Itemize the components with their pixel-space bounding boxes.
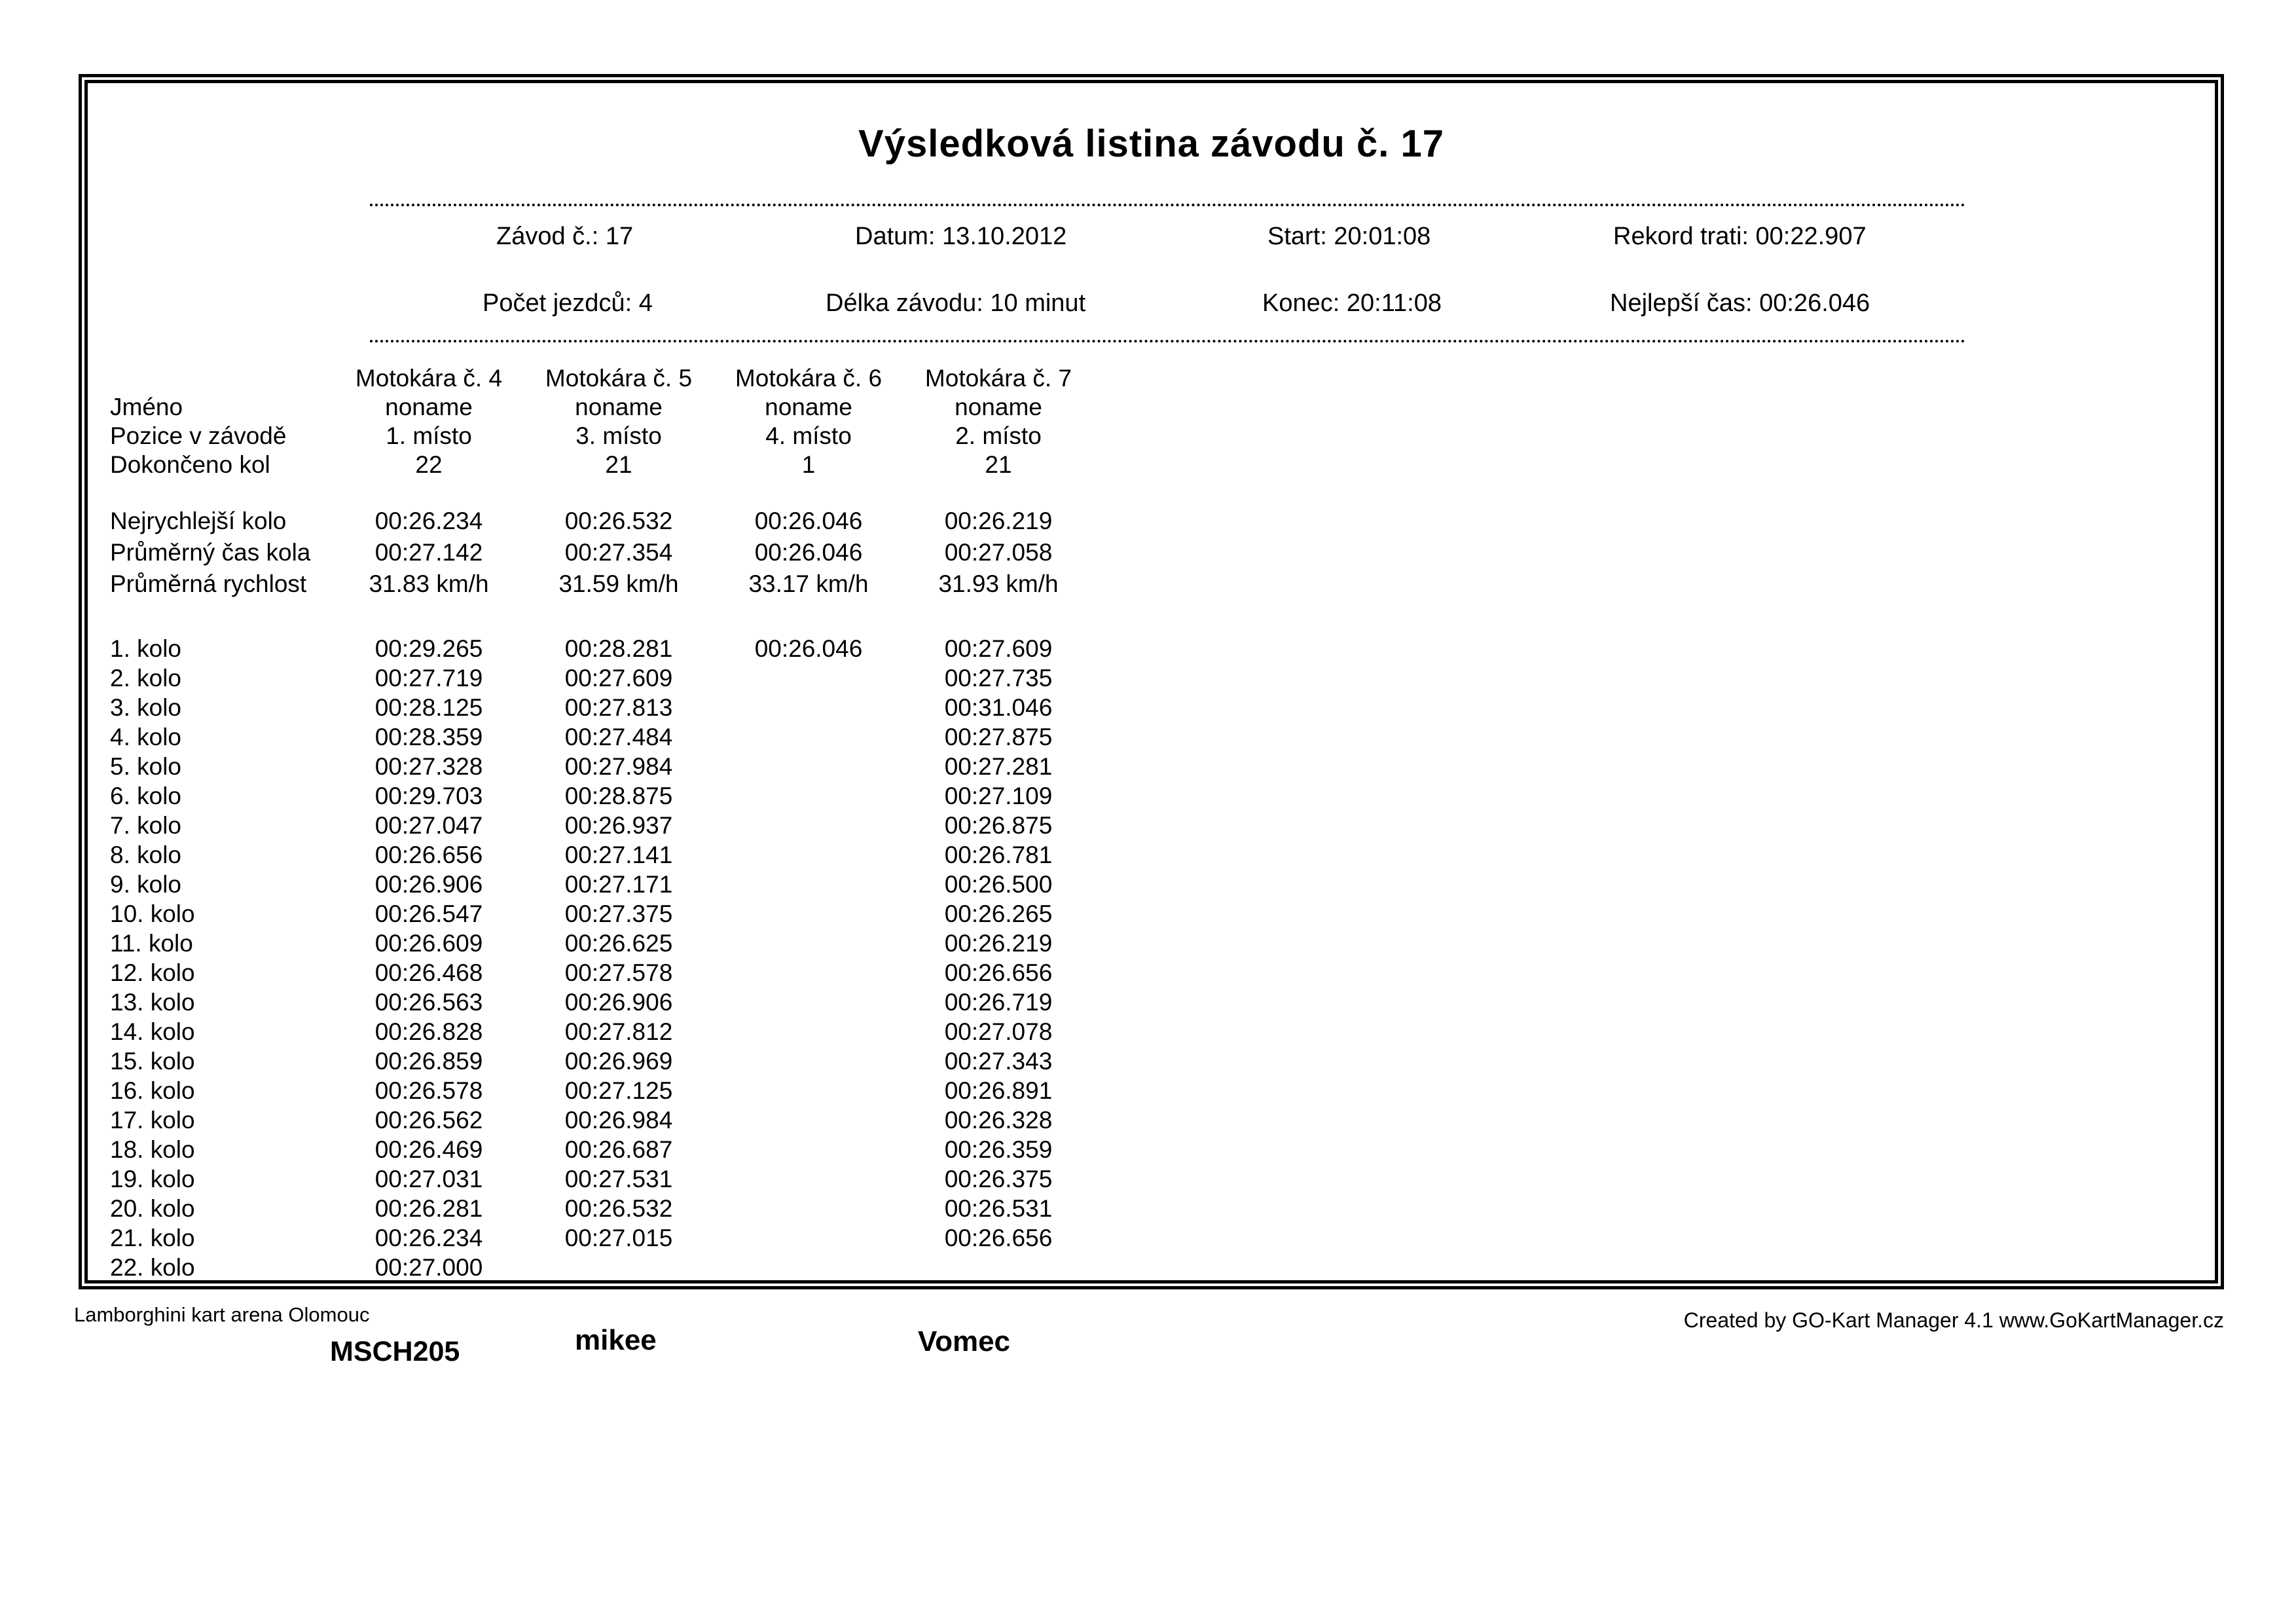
lap-row xyxy=(110,1253,1093,1282)
row-label: Průměrný čas kola xyxy=(110,539,311,566)
lap-row xyxy=(110,1017,1093,1046)
race-position-row xyxy=(110,422,1093,451)
best-time xyxy=(1610,289,1870,318)
row-label: Jméno xyxy=(110,394,183,420)
lap-row xyxy=(110,752,1093,781)
lap-label: 21. kolo xyxy=(110,1224,195,1251)
lap-time-cell: 00:26.828 xyxy=(374,1018,483,1045)
lap-time-cell: 00:27.125 xyxy=(564,1077,673,1104)
lap-label: 12. kolo xyxy=(110,959,195,986)
lap-row xyxy=(110,899,1093,929)
row-label: Pozice v závodě xyxy=(110,422,287,449)
lap-time-cell: 00:26.656 xyxy=(944,959,1053,986)
lap-row xyxy=(110,1076,1093,1105)
race-end-time xyxy=(1262,289,1442,318)
lap-label: 18. kolo xyxy=(110,1135,195,1163)
race-number xyxy=(496,223,633,251)
lap-row xyxy=(110,1046,1093,1076)
lap-time-cell: 00:26.656 xyxy=(374,841,483,868)
average-speed: 31.59 km/h xyxy=(558,570,679,597)
results-table xyxy=(110,364,1093,1282)
lap-time-cell: 00:27.609 xyxy=(564,664,673,692)
lap-label: 4. kolo xyxy=(110,723,182,750)
lap-row xyxy=(110,958,1093,987)
lap-label: 7. kolo xyxy=(110,811,182,839)
lap-time-cell: 00:26.265 xyxy=(944,900,1053,927)
lap-time-cell: 00:27.171 xyxy=(564,870,673,898)
lap-time-cell: 00:27.735 xyxy=(944,664,1053,692)
average-lap-time: 00:26.046 xyxy=(754,539,863,566)
lap-row xyxy=(110,634,1093,663)
lap-row xyxy=(110,840,1093,870)
lap-time-cell: 00:26.891 xyxy=(944,1077,1053,1104)
row-label: Dokončeno kol xyxy=(110,451,270,478)
kart-header-row xyxy=(110,364,1093,393)
race-duration-label: Délka závodu: xyxy=(826,289,983,317)
driver-count-value: 4 xyxy=(638,289,653,317)
lap-row xyxy=(110,663,1093,693)
lap-label: 17. kolo xyxy=(110,1106,195,1134)
kart-column-header: Motokára č. 6 xyxy=(735,365,883,392)
lap-label: 13. kolo xyxy=(110,988,195,1016)
lap-label: 15. kolo xyxy=(110,1047,195,1075)
laps-completed: 21 xyxy=(985,451,1012,478)
lap-time-cell: 00:26.359 xyxy=(944,1135,1053,1163)
average-lap-time-row xyxy=(110,537,1093,568)
lap-time-cell: 00:26.219 xyxy=(944,929,1053,957)
lap-label: 2. kolo xyxy=(110,664,182,692)
lap-label: 11. kolo xyxy=(110,929,193,957)
lap-time-cell: 00:27.078 xyxy=(944,1018,1053,1045)
lap-row xyxy=(110,722,1093,752)
lap-time-cell: 00:27.719 xyxy=(374,664,483,692)
lap-time-cell: 00:27.281 xyxy=(944,752,1053,780)
race-date-label: Datum: xyxy=(855,223,936,250)
laps-completed-row xyxy=(110,451,1093,479)
race-number-label: Závod č.: xyxy=(496,223,599,250)
lap-time-cell: 00:26.859 xyxy=(374,1047,483,1075)
best-time-value: 00:26.046 xyxy=(1759,289,1870,317)
dotted-separator-top xyxy=(370,204,1966,206)
laps-completed: 22 xyxy=(415,451,443,478)
lap-time-cell: 00:26.563 xyxy=(374,988,483,1016)
lap-row xyxy=(110,987,1093,1017)
average-speed: 31.93 km/h xyxy=(938,570,1059,597)
lap-time-cell: 00:27.484 xyxy=(564,723,673,750)
race-date xyxy=(855,223,1066,251)
driver-name: noname xyxy=(385,394,473,420)
lap-time-cell: 00:26.281 xyxy=(374,1194,483,1222)
lap-row xyxy=(110,693,1093,722)
row-label: Průměrná rychlost xyxy=(110,570,307,597)
lap-time-cell: 00:26.469 xyxy=(374,1135,483,1163)
fastest-lap-row xyxy=(110,506,1093,537)
lap-row xyxy=(110,870,1093,899)
kart-column-header: Motokára č. 7 xyxy=(924,365,1072,392)
lap-time-cell: 00:26.906 xyxy=(374,870,483,898)
lap-label: 10. kolo xyxy=(110,900,195,927)
race-start-label: Start: xyxy=(1267,223,1327,250)
lap-time-cell: 00:26.375 xyxy=(944,1165,1053,1192)
race-position: 4. místo xyxy=(765,422,852,449)
fastest-lap-time: 00:26.234 xyxy=(374,507,483,534)
created-by-note: Created by GO-Kart Manager 4.1 www.GoKartManager.cz xyxy=(1683,1308,2224,1332)
average-speed: 33.17 km/h xyxy=(748,570,869,597)
race-position: 2. místo xyxy=(955,422,1042,449)
lap-label: 3. kolo xyxy=(110,693,182,721)
lap-time-cell: 00:29.265 xyxy=(374,635,483,662)
lap-time-cell: 00:27.141 xyxy=(564,841,673,868)
race-position: 1. místo xyxy=(386,422,472,449)
row-label: Nejrychlejší kolo xyxy=(110,507,287,534)
lap-row xyxy=(110,1105,1093,1135)
dotted-separator-bottom xyxy=(370,340,1966,342)
lap-time-cell: 00:26.969 xyxy=(564,1047,673,1075)
lap-time-cell: 00:28.359 xyxy=(374,723,483,750)
lap-time-cell: 00:26.531 xyxy=(944,1194,1053,1222)
lap-time-cell: 00:27.343 xyxy=(944,1047,1053,1075)
race-duration-value: 10 minut xyxy=(990,289,1086,317)
lap-rows xyxy=(110,634,1093,1282)
lap-time-cell: 00:29.703 xyxy=(374,782,483,809)
lap-label: 16. kolo xyxy=(110,1077,195,1104)
track-record xyxy=(1613,223,1867,251)
lap-time-cell: 00:26.547 xyxy=(374,900,483,927)
race-start-value: 20:01:08 xyxy=(1334,223,1431,250)
lap-time-cell: 00:26.719 xyxy=(944,988,1053,1016)
lap-row xyxy=(110,1164,1093,1194)
lap-time-cell: 00:26.234 xyxy=(374,1224,483,1251)
lap-time-cell: 00:27.578 xyxy=(564,959,673,986)
driver-signature: MSCH205 xyxy=(330,1336,460,1367)
page-title: Výsledková listina závodu č. 17 xyxy=(858,122,1444,165)
average-speed: 31.83 km/h xyxy=(369,570,489,597)
average-speed-row xyxy=(110,568,1093,600)
lap-time-cell: 00:27.609 xyxy=(944,635,1053,662)
lap-time-cell: 00:27.812 xyxy=(564,1018,673,1045)
average-lap-time: 00:27.354 xyxy=(564,539,673,566)
lap-time-cell: 00:27.375 xyxy=(564,900,673,927)
average-lap-time: 00:27.142 xyxy=(374,539,483,566)
lap-label: 6. kolo xyxy=(110,782,182,809)
lap-time-cell: 00:27.031 xyxy=(374,1165,483,1192)
laps-completed: 21 xyxy=(605,451,632,478)
lap-time-cell: 00:27.015 xyxy=(564,1224,673,1251)
lap-label: 22. kolo xyxy=(110,1253,195,1281)
lap-time-cell: 00:26.906 xyxy=(564,988,673,1016)
lap-row xyxy=(110,811,1093,840)
driver-name-row xyxy=(110,393,1093,422)
lap-time-cell: 00:27.328 xyxy=(374,752,483,780)
lap-time-cell: 00:26.562 xyxy=(374,1106,483,1134)
lap-row xyxy=(110,781,1093,811)
race-position: 3. místo xyxy=(575,422,662,449)
lap-time-cell: 00:26.937 xyxy=(564,811,673,839)
lap-time-cell: 00:26.656 xyxy=(944,1224,1053,1251)
lap-time-cell: 00:26.625 xyxy=(564,929,673,957)
venue-name: Lamborghini kart arena Olomouc xyxy=(74,1303,370,1326)
lap-time-cell: 00:27.047 xyxy=(374,811,483,839)
driver-count-label: Počet jezdců: xyxy=(483,289,632,317)
race-duration xyxy=(826,289,1085,318)
driver-name: noname xyxy=(765,394,852,420)
lap-time-cell: 00:26.532 xyxy=(564,1194,673,1222)
lap-time-cell: 00:27.984 xyxy=(564,752,673,780)
race-start-time xyxy=(1267,223,1430,251)
lap-time-cell: 00:28.125 xyxy=(374,693,483,721)
lap-time-cell: 00:26.875 xyxy=(944,811,1053,839)
lap-time-cell: 00:26.781 xyxy=(944,841,1053,868)
lap-time-cell: 00:28.281 xyxy=(564,635,673,662)
lap-label: 8. kolo xyxy=(110,841,182,868)
fastest-lap-time: 00:26.219 xyxy=(944,507,1053,534)
lap-time-cell: 00:26.328 xyxy=(944,1106,1053,1134)
lap-time-cell: 00:26.609 xyxy=(374,929,483,957)
driver-signature: mikee xyxy=(575,1324,657,1356)
lap-time-cell: 00:26.500 xyxy=(944,870,1053,898)
lap-time-cell: 00:27.875 xyxy=(944,723,1053,750)
lap-time-cell: 00:28.875 xyxy=(564,782,673,809)
track-record-value: 00:22.907 xyxy=(1755,223,1867,250)
lap-time-cell: 00:26.984 xyxy=(564,1106,673,1134)
lap-time-cell: 00:27.531 xyxy=(564,1165,673,1192)
lap-time-cell: 00:27.813 xyxy=(564,693,673,721)
fastest-lap-time: 00:26.046 xyxy=(754,507,863,534)
race-end-value: 20:11:08 xyxy=(1346,289,1442,317)
race-end-label: Konec: xyxy=(1262,289,1340,317)
lap-label: 20. kolo xyxy=(110,1194,195,1222)
lap-row xyxy=(110,1135,1093,1164)
lap-time-cell: 00:27.109 xyxy=(944,782,1053,809)
spacer xyxy=(110,600,1093,634)
lap-label: 19. kolo xyxy=(110,1165,195,1192)
race-number-value: 17 xyxy=(605,223,634,250)
lap-time-cell: 00:27.000 xyxy=(374,1253,483,1281)
fastest-lap-time: 00:26.532 xyxy=(564,507,673,534)
lap-time-cell: 00:31.046 xyxy=(944,693,1053,721)
spacer xyxy=(110,479,1093,506)
driver-name: noname xyxy=(955,394,1042,420)
lap-label: 14. kolo xyxy=(110,1018,195,1045)
best-time-label: Nejlepší čas: xyxy=(1610,289,1753,317)
lap-row xyxy=(110,929,1093,958)
lap-row xyxy=(110,1223,1093,1253)
lap-label: 5. kolo xyxy=(110,752,182,780)
average-lap-time: 00:27.058 xyxy=(944,539,1053,566)
lap-time-cell: 00:26.468 xyxy=(374,959,483,986)
driver-signature: Vomec xyxy=(918,1325,1011,1357)
lap-time-cell: 00:26.578 xyxy=(374,1077,483,1104)
lap-time-cell: 00:26.046 xyxy=(754,635,863,662)
driver-count xyxy=(483,289,653,318)
lap-label: 9. kolo xyxy=(110,870,182,898)
lap-row xyxy=(110,1194,1093,1223)
race-date-value: 13.10.2012 xyxy=(942,223,1067,250)
lap-label: 1. kolo xyxy=(110,635,182,662)
laps-completed: 1 xyxy=(801,451,816,478)
driver-name: noname xyxy=(575,394,663,420)
kart-column-header: Motokára č. 4 xyxy=(355,365,503,392)
lap-time-cell: 00:26.687 xyxy=(564,1135,673,1163)
track-record-label: Rekord trati: xyxy=(1613,223,1749,250)
kart-column-header: Motokára č. 5 xyxy=(545,365,693,392)
